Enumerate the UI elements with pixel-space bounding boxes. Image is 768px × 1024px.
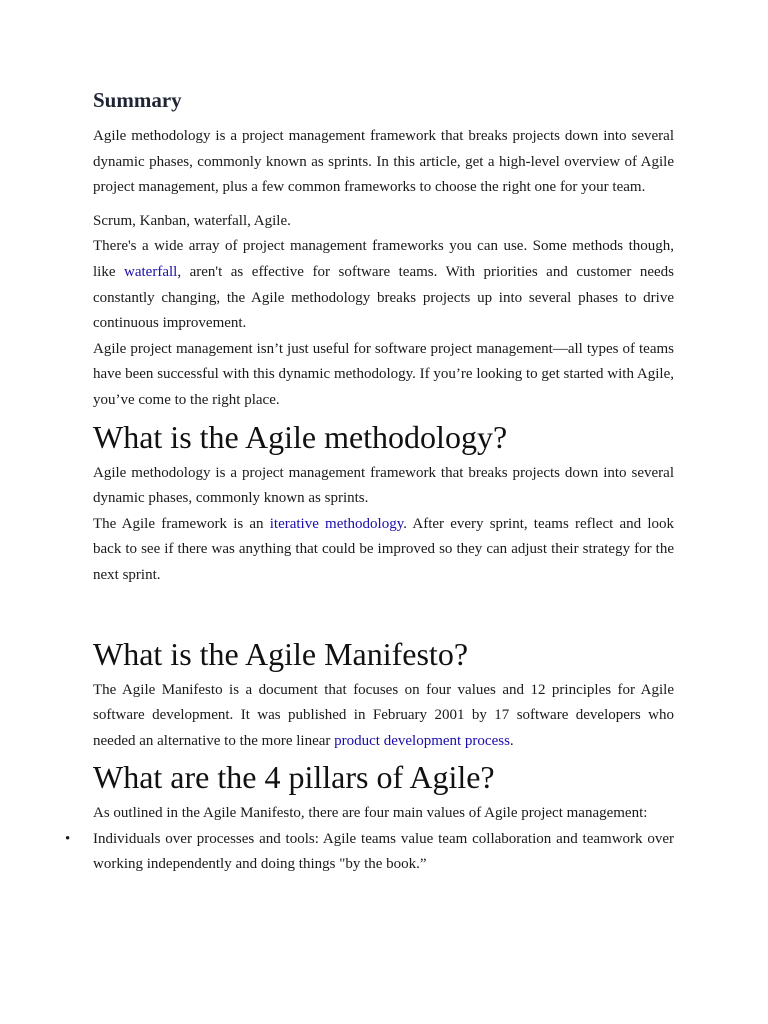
frameworks-text-start: There's a wide array of project management frameworks you can use. Some methods though, like (93, 238, 674, 280)
summary-intro-paragraph: Agile methodology is a project management framework that breaks projects down into several dynamic phases, commonly known as sprints. In this article, get a high-level overview of Agile project management, plus a few common frameworks to choose the right one for your team. (93, 128, 674, 196)
framework-paragraph (93, 512, 674, 589)
pillars-heading: What are the 4 pillars of Agile? (93, 759, 495, 796)
value-text: Individuals over processes and tools: Agile teams value team collaboration and teamwork over working independently and doing things "by the book.” (93, 830, 674, 873)
manifesto-text-start: The Agile Manifesto is a document that focuses on four values and 12 principles for Agile software development. It was published in February 2001 by 17 software developers who needed an alternative to the more linear (93, 681, 674, 749)
framework-text-start: The Agile framework is an (93, 515, 270, 532)
pillars-intro-paragraph: As outlined in the Agile Manifesto, there are four main values of Agile project management: (93, 805, 648, 822)
manifesto-paragraph (93, 678, 674, 755)
methodology-definition-paragraph: Agile methodology is a project management framework that breaks projects down into several dynamic phases, commonly known as sprints. (93, 464, 674, 507)
frameworks-paragraph (93, 234, 674, 336)
manifesto-heading: What is the Agile Manifesto? (93, 635, 469, 672)
agile-usefulness-paragraph: Agile project management isn’t just useful for software project management—all types of teams have been successful with this dynamic methodology. If you’re looking to get started with Agile, you’ve come to the right place. (93, 340, 674, 408)
manifesto-text-end: . (509, 732, 514, 749)
bullet-icon: • (65, 830, 71, 847)
keywords-paragraph: Scrum, Kanban, waterfall, Agile. (93, 212, 291, 229)
list-item (65, 827, 674, 878)
waterfall-link[interactable]: waterfall (124, 263, 178, 280)
section-spacer (93, 589, 674, 631)
iterative-methodology-link[interactable]: iterative methodology (269, 515, 404, 532)
agile-values-list (65, 827, 674, 878)
frameworks-text-end: , aren't as effective for software teams. With priorities and customer needs constantly changing, the Agile methodology breaks projects up into several phases to drive continuous improvement. (93, 263, 674, 332)
summary-heading: Summary (93, 88, 182, 112)
framework-text-end: . After every sprint, teams reflect and look back to see if there was anything that could be improved so they can adjust their strategy for the next sprint. (93, 515, 674, 583)
methodology-heading: What is the Agile methodology? (93, 418, 508, 455)
product-development-process-link[interactable]: product development process (334, 732, 510, 749)
